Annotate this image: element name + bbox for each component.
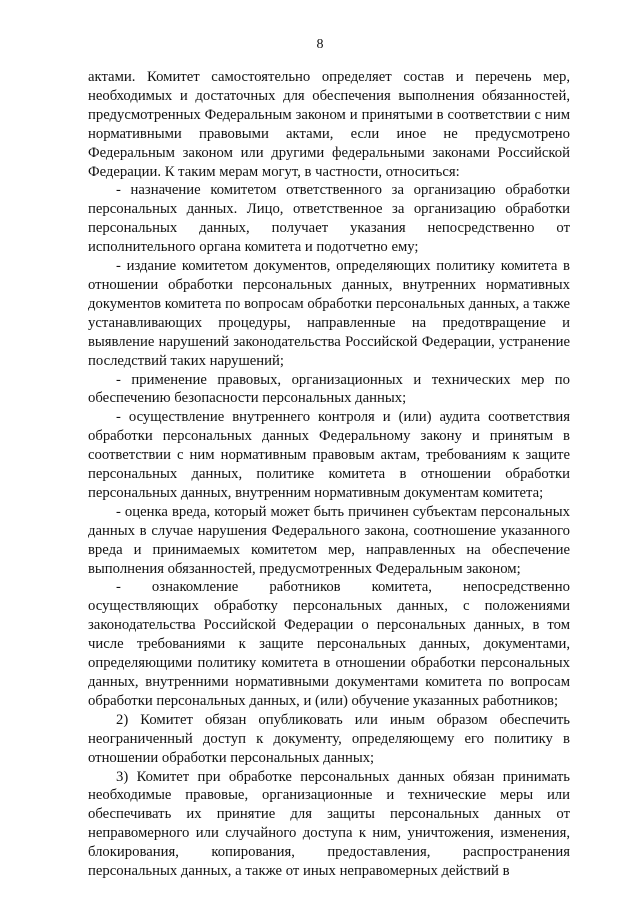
page-number: 8 (316, 37, 324, 52)
list-item-responsible-person: - назначение комитетом ответственного за организацию обработки персональных данных. Лицо, ответственное за организацию обработки персональных данных, получает указания непосредственно от исполнительного органа комитета и подотчетно ему; (88, 182, 570, 256)
paragraph-item-3-protection: 3) Комитет при обработке персональных данных обязан принимать необходимые правовые, организационные и технические меры или обеспечивать их принятие для защиты персональных данных от неправомерного или случайного доступа к ним, уничтожения, изменения, блокирования, копирования, предоставления, распространения персональных данных, а также от иных неправомерных действий в (88, 768, 570, 880)
paragraph-intro-continuation: актами. Комитет самостоятельно определяет состав и перечень мер, необходимых и достаточных для обеспечения выполнения обязанностей, предусмотренных Федеральным законом и принятыми в соответствии с ним нормативными правовыми актами, если иное не предусмотрено Федеральным законом или другими федеральными законами Российской Федерации. К таким мерам могут, в частности, относиться: (88, 69, 570, 180)
list-item-internal-control: - осуществление внутреннего контроля и (или) аудита соответствия обработки персональных данных Федеральному закону и принятым в соответствии с ним нормативным правовым актам, требованиям к защите персональных данных, политике комитета в отношении обработки персональных данных, внутренним нормативным документам комитета; (88, 409, 570, 501)
list-item-policy-documents: - издание комитетом документов, определяющих политику комитета в отношении обработки персональных данных, внутренних нормативных документов комитета по вопросам обработки персональных данных, а также устанавливающих процедуры, направленные на предотвращение и выявление нарушений законодательства Российской Федерации, устранение последствий таких нарушений; (88, 258, 570, 369)
paragraph-item-2-publication: 2) Комитет обязан опубликовать или иным образом обеспечить неограниченный доступ к документу, определяющему его политику в отношении обработки персональных данных; (88, 711, 570, 766)
list-item-security-measures: - применение правовых, организационных и технических мер по обеспечению безопасности персональных данных; (88, 371, 570, 407)
list-item-staff-familiarization: - ознакомление работников комитета, непосредственно осуществляющих обработку персональных данных, с положениями законодательства Российской Федерации о персональных данных, в том числе требованиями к защите персональных данных, документами, определяющими политику комитета в отношении обработки персональных данных, внутренними нормативными документами комитета по вопросам обработки персональных данных, и (или) обучение указанных работников; (88, 579, 570, 709)
list-item-harm-assessment: - оценка вреда, который может быть причинен субъектам персональных данных в случае нарушения Федерального закона, соотношение указанного вреда и принимаемых комитетом мер, направленных на обеспечение выполнения обязанностей, предусмотренных Федеральным законом; (88, 503, 570, 577)
document-body (88, 68, 570, 881)
